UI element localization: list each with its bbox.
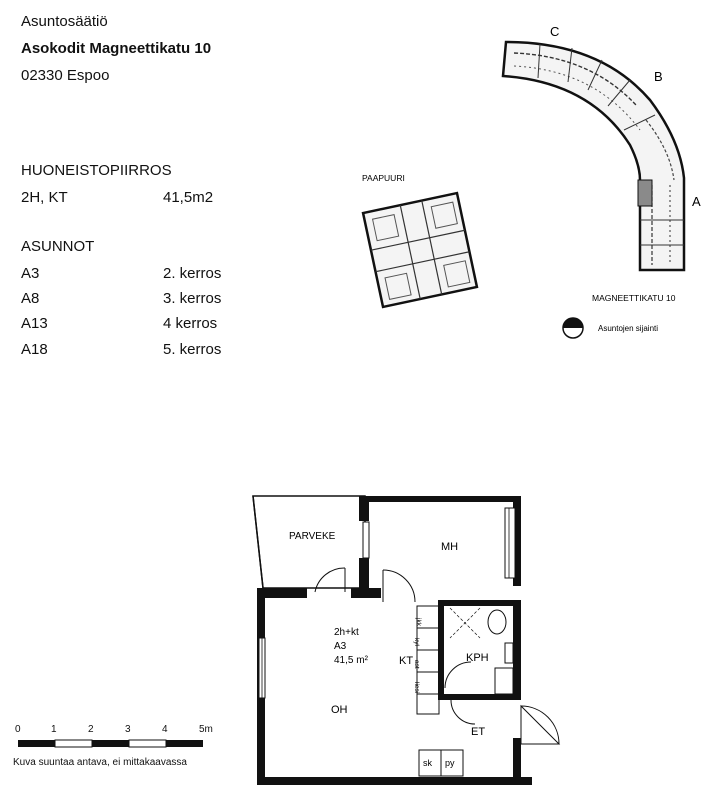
apartment-floor: 2. kerros [163, 265, 222, 282]
room-label-parveke: PARVEKE [289, 531, 336, 542]
scale-tick: 5m [199, 724, 213, 735]
room-label-oh: OH [331, 704, 348, 716]
apartment-floor: 5. kerros [163, 341, 222, 358]
postal-address: 02330 Espoo [21, 67, 110, 84]
scale-note: Kuva suuntaa antava, ei mittakaavassa [13, 757, 187, 768]
apartments-heading: ASUNNOT [21, 238, 95, 255]
toilet-icon [488, 610, 506, 634]
washer-icon [495, 668, 513, 694]
building-label-c: C [550, 24, 560, 39]
balcony-outline [253, 496, 365, 588]
kyl-label: kyl [413, 638, 420, 646]
scale-tick: 2 [88, 724, 94, 735]
room-label-kt: KT [399, 655, 414, 667]
scale-tick: 0 [15, 724, 21, 735]
liesi-label: liesi [413, 682, 420, 694]
floor-plan [245, 488, 565, 790]
sk-label: sk [423, 758, 432, 768]
apartment-id: A13 [21, 315, 48, 332]
ast-label: ast [413, 660, 420, 669]
room-label-mh: MH [441, 541, 459, 553]
jkk-label: jkk [415, 618, 422, 626]
apartment-floor: 4 kerros [163, 315, 218, 332]
location-legend [563, 318, 658, 338]
room-label-et: ET [471, 726, 486, 738]
unit-id: A3 [334, 641, 347, 652]
organization-name: Asuntosäätiö [21, 13, 108, 30]
sink-icon [505, 643, 513, 663]
highlighted-unit [638, 180, 652, 206]
unit-type: 2h+kt [334, 627, 359, 638]
unit-area: 41,5 m² [334, 655, 368, 666]
apartment-floor: 3. kerros [163, 290, 222, 307]
py-label: py [445, 758, 455, 768]
scale-tick: 4 [162, 724, 168, 735]
paapuuri-label: PAAPUURI [362, 173, 405, 183]
apartment-id: A8 [21, 290, 40, 307]
site-plan [340, 20, 719, 350]
plan-type: 2H, KT [21, 189, 68, 206]
street-label: MAGNEETTIKATU 10 [592, 293, 676, 303]
room-label-kph: KPH [466, 652, 489, 664]
apartment-id: A3 [21, 265, 40, 282]
scale-tick: 3 [125, 724, 131, 735]
scale-tick: 1 [51, 724, 57, 735]
building-paapuuri [363, 193, 477, 307]
building-label-a: A [692, 194, 701, 209]
plan-area: 41,5m2 [163, 189, 214, 206]
plan-heading: HUONEISTOPIIRROS [21, 162, 172, 179]
apartment-id: A18 [21, 341, 48, 358]
building-label-b: B [654, 69, 663, 84]
legend-text: Asuntojen sijainti [598, 324, 659, 333]
project-title: Asokodit Magneettikatu 10 [21, 40, 212, 57]
